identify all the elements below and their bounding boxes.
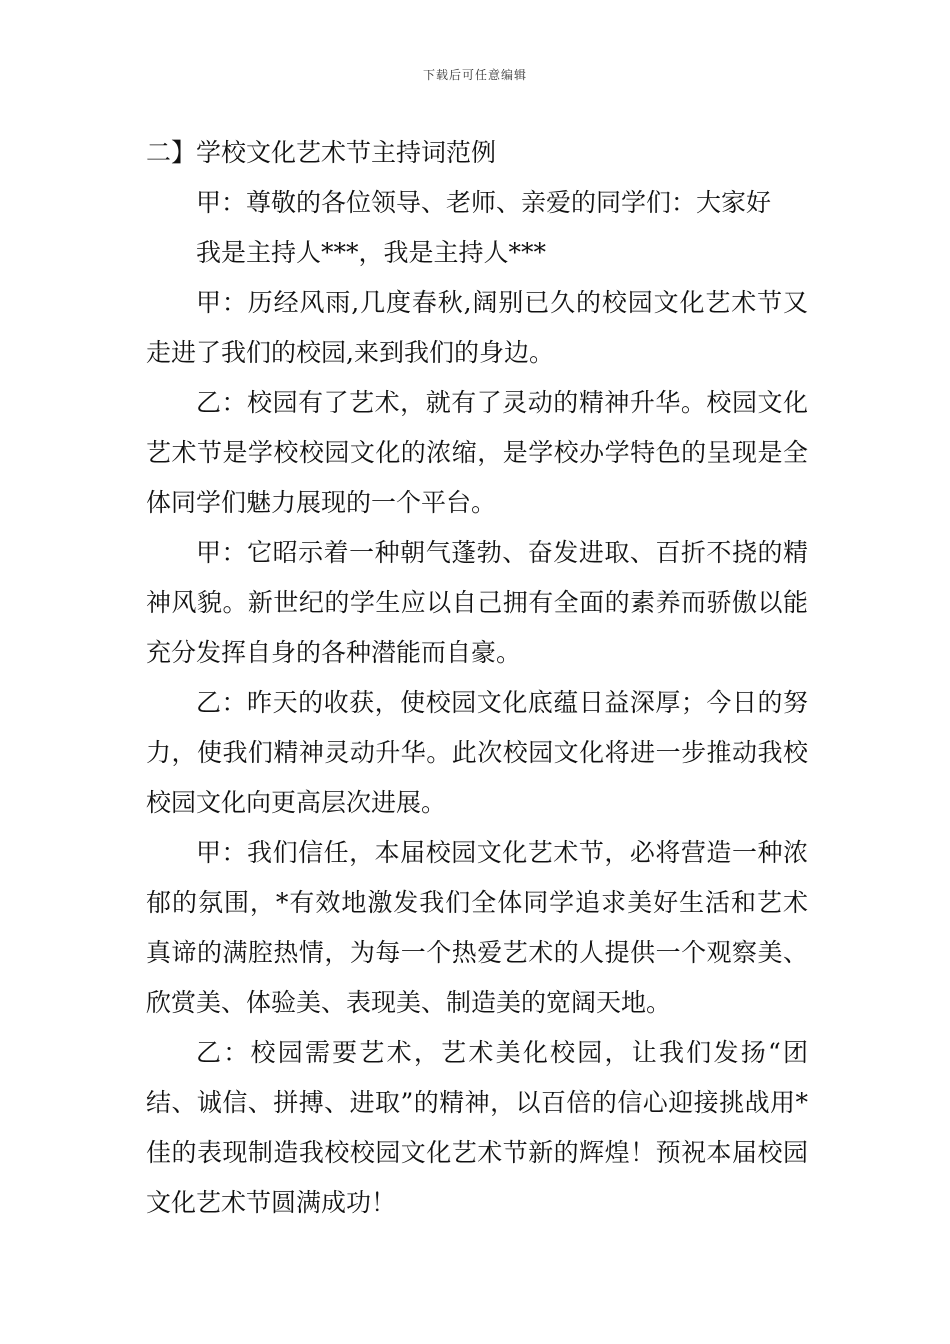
paragraph-closing: 乙：校园需要艺术，艺术美化校园，让我们发扬“团结、诚信、拼搏、进取”的精神，以百倍的信心迎接挑战用*佳的表现制造我校校园文化艺术节新的辉煌！预祝本届校园文化艺术节圆满成功！ xyxy=(146,1038,808,1217)
document-body xyxy=(146,128,808,1228)
paragraph-host-intro: 我是主持人***，我是主持人*** xyxy=(196,238,547,267)
header-note: 下载后可任意编辑 xyxy=(422,68,527,82)
paragraph-trust: 甲：我们信任，本届校园文化艺术节，必将营造一种浓郁的氛围，*有效地激发我们全体同学追求美好生活和艺术真谛的满腔热情，为每一个热爱艺术的人提供一个观察美、欣赏美、体验美、表现美、制造美的宽阔天地。 xyxy=(146,838,808,1017)
paragraph-harvest: 乙：昨天的收获，使校园文化底蕴日益深厚；今日的努力，使我们精神灵动升华。此次校园文化将进一步推动我校校园文化向更高层次进展。 xyxy=(146,688,808,817)
paragraph-art-campus: 乙：校园有了艺术，就有了灵动的精神升华。校园文化艺术节是学校校园文化的浓缩，是学校办学特色的呈现是全体同学们魅力展现的一个平台。 xyxy=(146,388,808,517)
paragraph-spirit: 甲：它昭示着一种朝气蓬勃、奋发进取、百折不挠的精神风貌。新世纪的学生应以自己拥有全面的素养而骄傲以能充分发挥自身的各种潜能而自豪。 xyxy=(146,538,808,667)
document-title: 二】学校文化艺术节主持词范例 xyxy=(146,138,497,167)
paragraph-festival-return: 甲：历经风雨,几度春秋,阔别已久的校园文化艺术节又走进了我们的校园,来到我们的身边。 xyxy=(146,288,808,367)
paragraph-greeting: 甲：尊敬的各位领导、老师、亲爱的同学们：大家好 xyxy=(196,188,772,217)
